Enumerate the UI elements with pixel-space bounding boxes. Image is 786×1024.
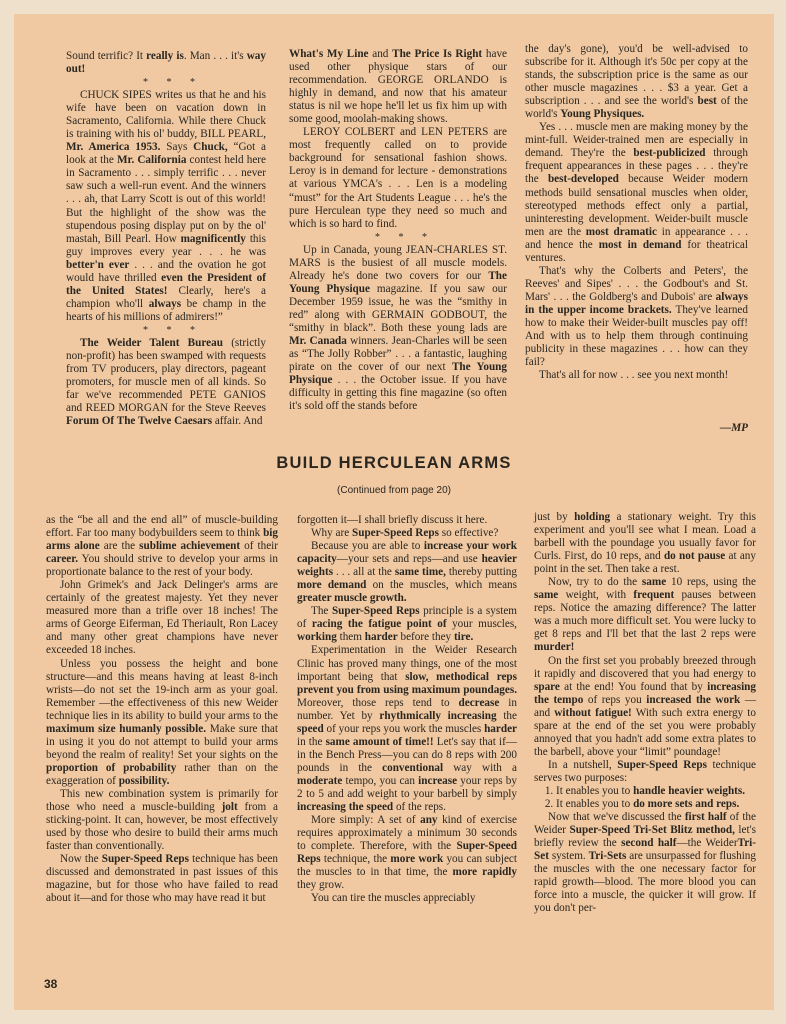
article-paragraph: More simply: A set of any kind of exercise requires approximately a minimum 30 seconds to complete. Therefore, with the Super-Speed Reps technique, the more work you can subject the muscles to in that time, the more rapidly they grow.: [297, 814, 518, 892]
article-paragraph: You can tire the muscles appreciably: [311, 892, 476, 905]
article-paragraph: forgotten it—I shall briefly discuss it here.: [297, 514, 488, 526]
numbered-list: [534, 785, 756, 811]
list-item: 2. It enables you to do more sets and reps.: [556, 798, 756, 811]
article-paragraph: as the “be all and the end all” of muscle-building effort. Far too many bodybuilders seem to think big arms alone are the sublime achievement of their career. You should strive to develop your arms in proportionate balance to the rest of your body.: [46, 514, 279, 579]
article-paragraph: LEROY COLBERT and LEN PETERS are most frequently called on to provide background for sensational fashion shows. Leroy is in demand for lecture - demonstrations at various YMCA's . . . Len is a modeling “must” for the Art Students League . . . he's the pure Herculean type they need so much and which is so hard to find.: [289, 126, 507, 230]
article-title: BUILD HERCULEAN ARMS: [276, 454, 512, 472]
article-paragraph: John Grimek's and Jack Delinger's arms are certainly of the greatest majesty. Yet they never measured more than a trifle over 18 inches! The arms of George Eiferman, Ed Theriault, Ron Lacey and many other great champions have never exceeded 18 inches.: [46, 579, 278, 657]
continued-note: (Continued from page 20): [337, 485, 451, 496]
article-paragraph: Experimentation in the Weider Research Clinic has proved many things, one of the most important being that slow, methodical reps prevent you from using maximum poundages. Moreover, those reps tend to decrease in number. Yet by rhythmically increasing the speed of your reps you work the muscles harder in the same amount of time!! Let's say that if—in the Bench Press—you can do 8 reps with 200 pounds in the conventional way with a moderate tempo, you can increase your reps by 2 to 5 and add weight to your barbell by simply increasing the speed of the reps.: [297, 644, 517, 814]
bottom-column-3: [534, 511, 756, 915]
article-paragraph: Now that we've discussed the first half of the Weider Super-Speed Tri-Set Blitz method, let's briefly review the second half—the WeiderTri-Set system. Tri-Sets are unsurpassed for flushing the muscles with the one necessary factor for rapid growth—blood. The more blood you can force into a muscle, the quicker it will grow. If you don't per-: [534, 811, 756, 915]
article-paragraph: Yes . . . muscle men are making money by the mint-full. Weider-trained men are especially in demand. They're the best-publicized through frequent appearances in these pages . . . they're the best-developed because Weider modern methods build sensational muscles when older, stereotyped methods effect only a partial, uninteresting development. Weider-built muscle men are the most dramatic in appearance . . . and hence the most in demand for theatrical ventures.: [525, 121, 748, 264]
article-paragraph: Now, try to do the same 10 reps, using the same weight, with frequent pauses between reps. Notice the amazing difference? The latter was a much more difficult set. You were lucky to get 8 reps and I'll bet that the last 2 reps were murder!: [534, 576, 756, 654]
author-signature: —MP: [720, 422, 748, 434]
article-paragraph: In a nutshell, Super-Speed Reps technique serves two purposes:: [534, 758, 756, 784]
article-paragraph: Why are Super-Speed Reps so effective?: [311, 527, 499, 540]
article-paragraph: Unless you possess the height and bone structure—and this means having at least 8-inch wrists—do not set the 19-inch arm as your goal. Remember —the effectiveness of this new Weider technique lies in its ability to build your arms to the maximum size humanly possible. Make sure that in using it you do not attempt to build your arms beyond the realm of reality! Set your sights on the proportion of probability rather than on the exaggeration of possibility.: [46, 657, 279, 787]
article-paragraph: Now the Super-Speed Reps technique has been discussed and demonstrated in past issues of this magazine, but for those who have failed to read about it—and for those who may have read it but: [46, 853, 278, 905]
article-paragraph: This new combination system is primarily for those who need a muscle-building jolt from a sticking-point. It can, however, be most effectively used by those who desire to build their arms much faster than conventionally.: [46, 787, 278, 853]
top-column-1: [66, 50, 266, 428]
magazine-page: [14, 14, 774, 1010]
article-paragraph: the day's gone), you'd be well-advised to subscribe for it. Although it's 50c per copy at the stands, the subscription price is the same as our other muscle magazines . . . $3 a year. Get a subscription . . . and see the world's best of the world's Young Physiques.: [525, 43, 748, 121]
article-paragraph: The Super-Speed Reps principle is a system of racing the fatigue point of your muscles, working them harder before they tire.: [297, 605, 517, 644]
article-paragraph: That's all for now . . . see you next month!: [539, 369, 729, 382]
section-divider: * * *: [143, 77, 203, 89]
article-paragraph: Sound terrific? It really is. Man . . . it's way out!: [66, 50, 266, 76]
article-paragraph: CHUCK SIPES writes us that he and his wife have been on vacation down in Sacramento, California. While there Chuck is training with his ol' buddy, BILL PEARL, Mr. America 1953. Says Chuck, “Got a look at the Mr. California contest held here in Sacramento . . . simply terrific . . . never saw such a well-run event. And the winners . . . ah, that Larry Scott is out of this world! But the highlight of the show was the stupendous posing display put on by the ol' mastah, Bill Pearl. How magnificently this guy improves every year . . . he was better'n ever . . . and the ovation he got would have thrilled even the President of the United States! Clearly, here's a champion who'll always be champ in the hearts of his millions of admirers!”: [66, 89, 267, 323]
bottom-column-1: [46, 514, 278, 905]
signature-block: [525, 422, 748, 435]
article-paragraph: Because you are able to increase your work capacity—your sets and reps—and use heavier weights . . . all at the same time, thereby putting more demand on the muscles, which means greater muscle growth.: [297, 540, 517, 605]
article-paragraph: What's My Line and The Price Is Right have used other physique stars of our recommendation. GEORGE ORLANDO is highly in demand, and now that his amateur status is nil we hope he'll let us fix him up with some good, moolah-making shows.: [289, 48, 507, 126]
list-item: 1. It enables you to handle heavier weights.: [556, 785, 756, 798]
top-column-3: [525, 43, 748, 382]
section-divider: * * *: [375, 231, 435, 243]
article-paragraph: Up in Canada, young JEAN-CHARLES ST. MARS is the busiest of all muscle models. Already he's done two covers for our The Young Physique magazine. If you saw our December 1959 issue, he was the “smithy in red” along with GERMAIN GODBOUT, the “smithy in black”. Both these young lads are Mr. Canada winners. Jean-Charles will be seen as “The Jolly Robber” . . . a fantastic, laughing pirate on the cover of our next The Young Physique . . . the October issue. If you have difficulty in getting this fine magazine (so often it's sold off the stands before: [289, 243, 508, 413]
page-number: 38: [44, 977, 58, 991]
section-divider: * * *: [143, 324, 203, 336]
article-paragraph: That's why the Colberts and Peters', the Reeves' and Sipes' . . . the Godbout's and St. Mars' . . . the Goldberg's and Dubois' are always in the upper income brackets. They've learned how to make their Weider-built muscles pay off! And with us to help them through continuing publicity in these magazines . . . how can they fail?: [525, 264, 748, 369]
article-paragraph: On the first set you probably breezed through it rapidly and discovered that you had energy to spare at the end! You found that by increasing the tempo of reps you increased the work — and without fatigue! With such extra energy to spare at the end of the set you were probably annoyed that you hadn't add some extra plates to the barbell, above your “limit” poundage!: [534, 654, 756, 758]
top-column-2: [289, 48, 507, 413]
article-paragraph: The Weider Talent Bureau (strictly non-profit) has been swamped with requests from TV producers, play directors, pageant promoters, for muscle men of all kinds. So far we've recommended PETE GANIOS and REED MORGAN for the Steve Reeves Forum Of The Twelve Caesars affair. And: [66, 336, 266, 428]
article-paragraph: just by holding a stationary weight. Try this experiment and you'll see what I mean. Load a barbell with the poundage you usually favor for Curls. First, do 10 reps, and do not pause at any point in the set. Then take a rest.: [534, 511, 756, 576]
bottom-column-2: [297, 514, 517, 905]
